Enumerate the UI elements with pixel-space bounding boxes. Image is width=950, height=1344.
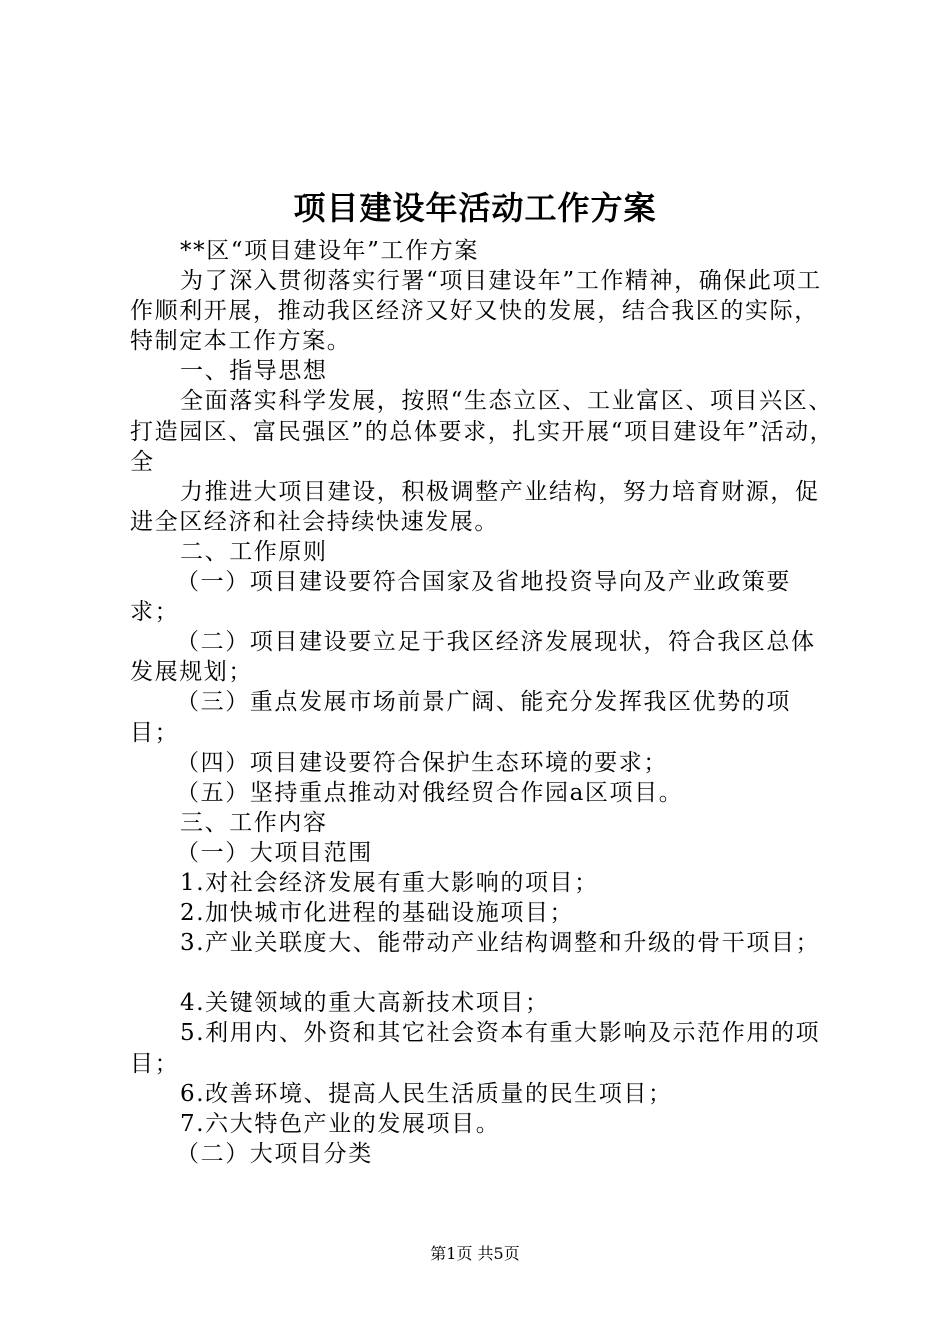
heading-guiding-thought: 一、指导思想 — [180, 358, 328, 385]
paragraph-guiding-2: 力推进大项目建设，积极调整产业结构，努力培育财源，促进全区经济和社会持续快速发展。 — [130, 478, 820, 535]
principle-item: （一）项目建设要符合国家及省地投资导向及产业政策要求； — [130, 569, 791, 626]
scope-item: 3.产业关联度大、能带动产业结构调整和升级的骨干项目； — [180, 930, 821, 957]
subheading-project-scope: （一）大项目范围 — [176, 839, 373, 866]
document-title: 项目建设年活动工作方案 — [293, 189, 657, 227]
subheading-project-classification: （二）大项目分类 — [176, 1140, 373, 1167]
scope-item: 6.改善环境、提高人民生活质量的民生项目； — [180, 1080, 673, 1107]
document-body — [130, 236, 835, 1169]
principle-item: （三）重点发展市场前景广阔、能充分发挥我区优势的项目； — [130, 689, 791, 746]
heading-work-content: 三、工作内容 — [180, 809, 328, 836]
blank-line — [130, 958, 835, 988]
principle-item: （二）项目建设要立足于我区经济发展现状，符合我区总体发展规划； — [130, 629, 816, 686]
page-footer: 第1页 共5页 — [430, 1244, 520, 1263]
scope-item: 4.关键领域的重大高新技术项目； — [180, 990, 550, 1017]
principle-item: （五）坚持重点推动对俄经贸合作园a区项目。 — [176, 779, 684, 806]
scope-item: 7.六大特色产业的发展项目。 — [180, 1110, 501, 1137]
heading-work-principles: 二、工作原则 — [180, 538, 328, 565]
paragraph-guiding-1: 全面落实科学发展，按照“生态立区、工业富区、项目兴区、打造园区、富民强区”的总体要求，扎实开展“项目建设年”活动，全 — [130, 388, 835, 475]
paragraph-intro: 为了深入贯彻落实行署“项目建设年”工作精神，确保此项工作顺利开展，推动我区经济又好又快的发展，结合我区的实际，特制定本工作方案。 — [130, 268, 822, 355]
scope-item: 1.对社会经济发展有重大影响的项目； — [180, 869, 599, 896]
scope-item: 5.利用内、外资和其它社会资本有重大影响及示范作用的项目； — [130, 1020, 821, 1077]
scope-item: 2.加快城市化进程的基础设施项目； — [180, 900, 575, 927]
paragraph-subtitle: **区“项目建设年”工作方案 — [180, 238, 479, 264]
principle-item: （四）项目建设要符合保护生态环境的要求； — [176, 749, 668, 776]
